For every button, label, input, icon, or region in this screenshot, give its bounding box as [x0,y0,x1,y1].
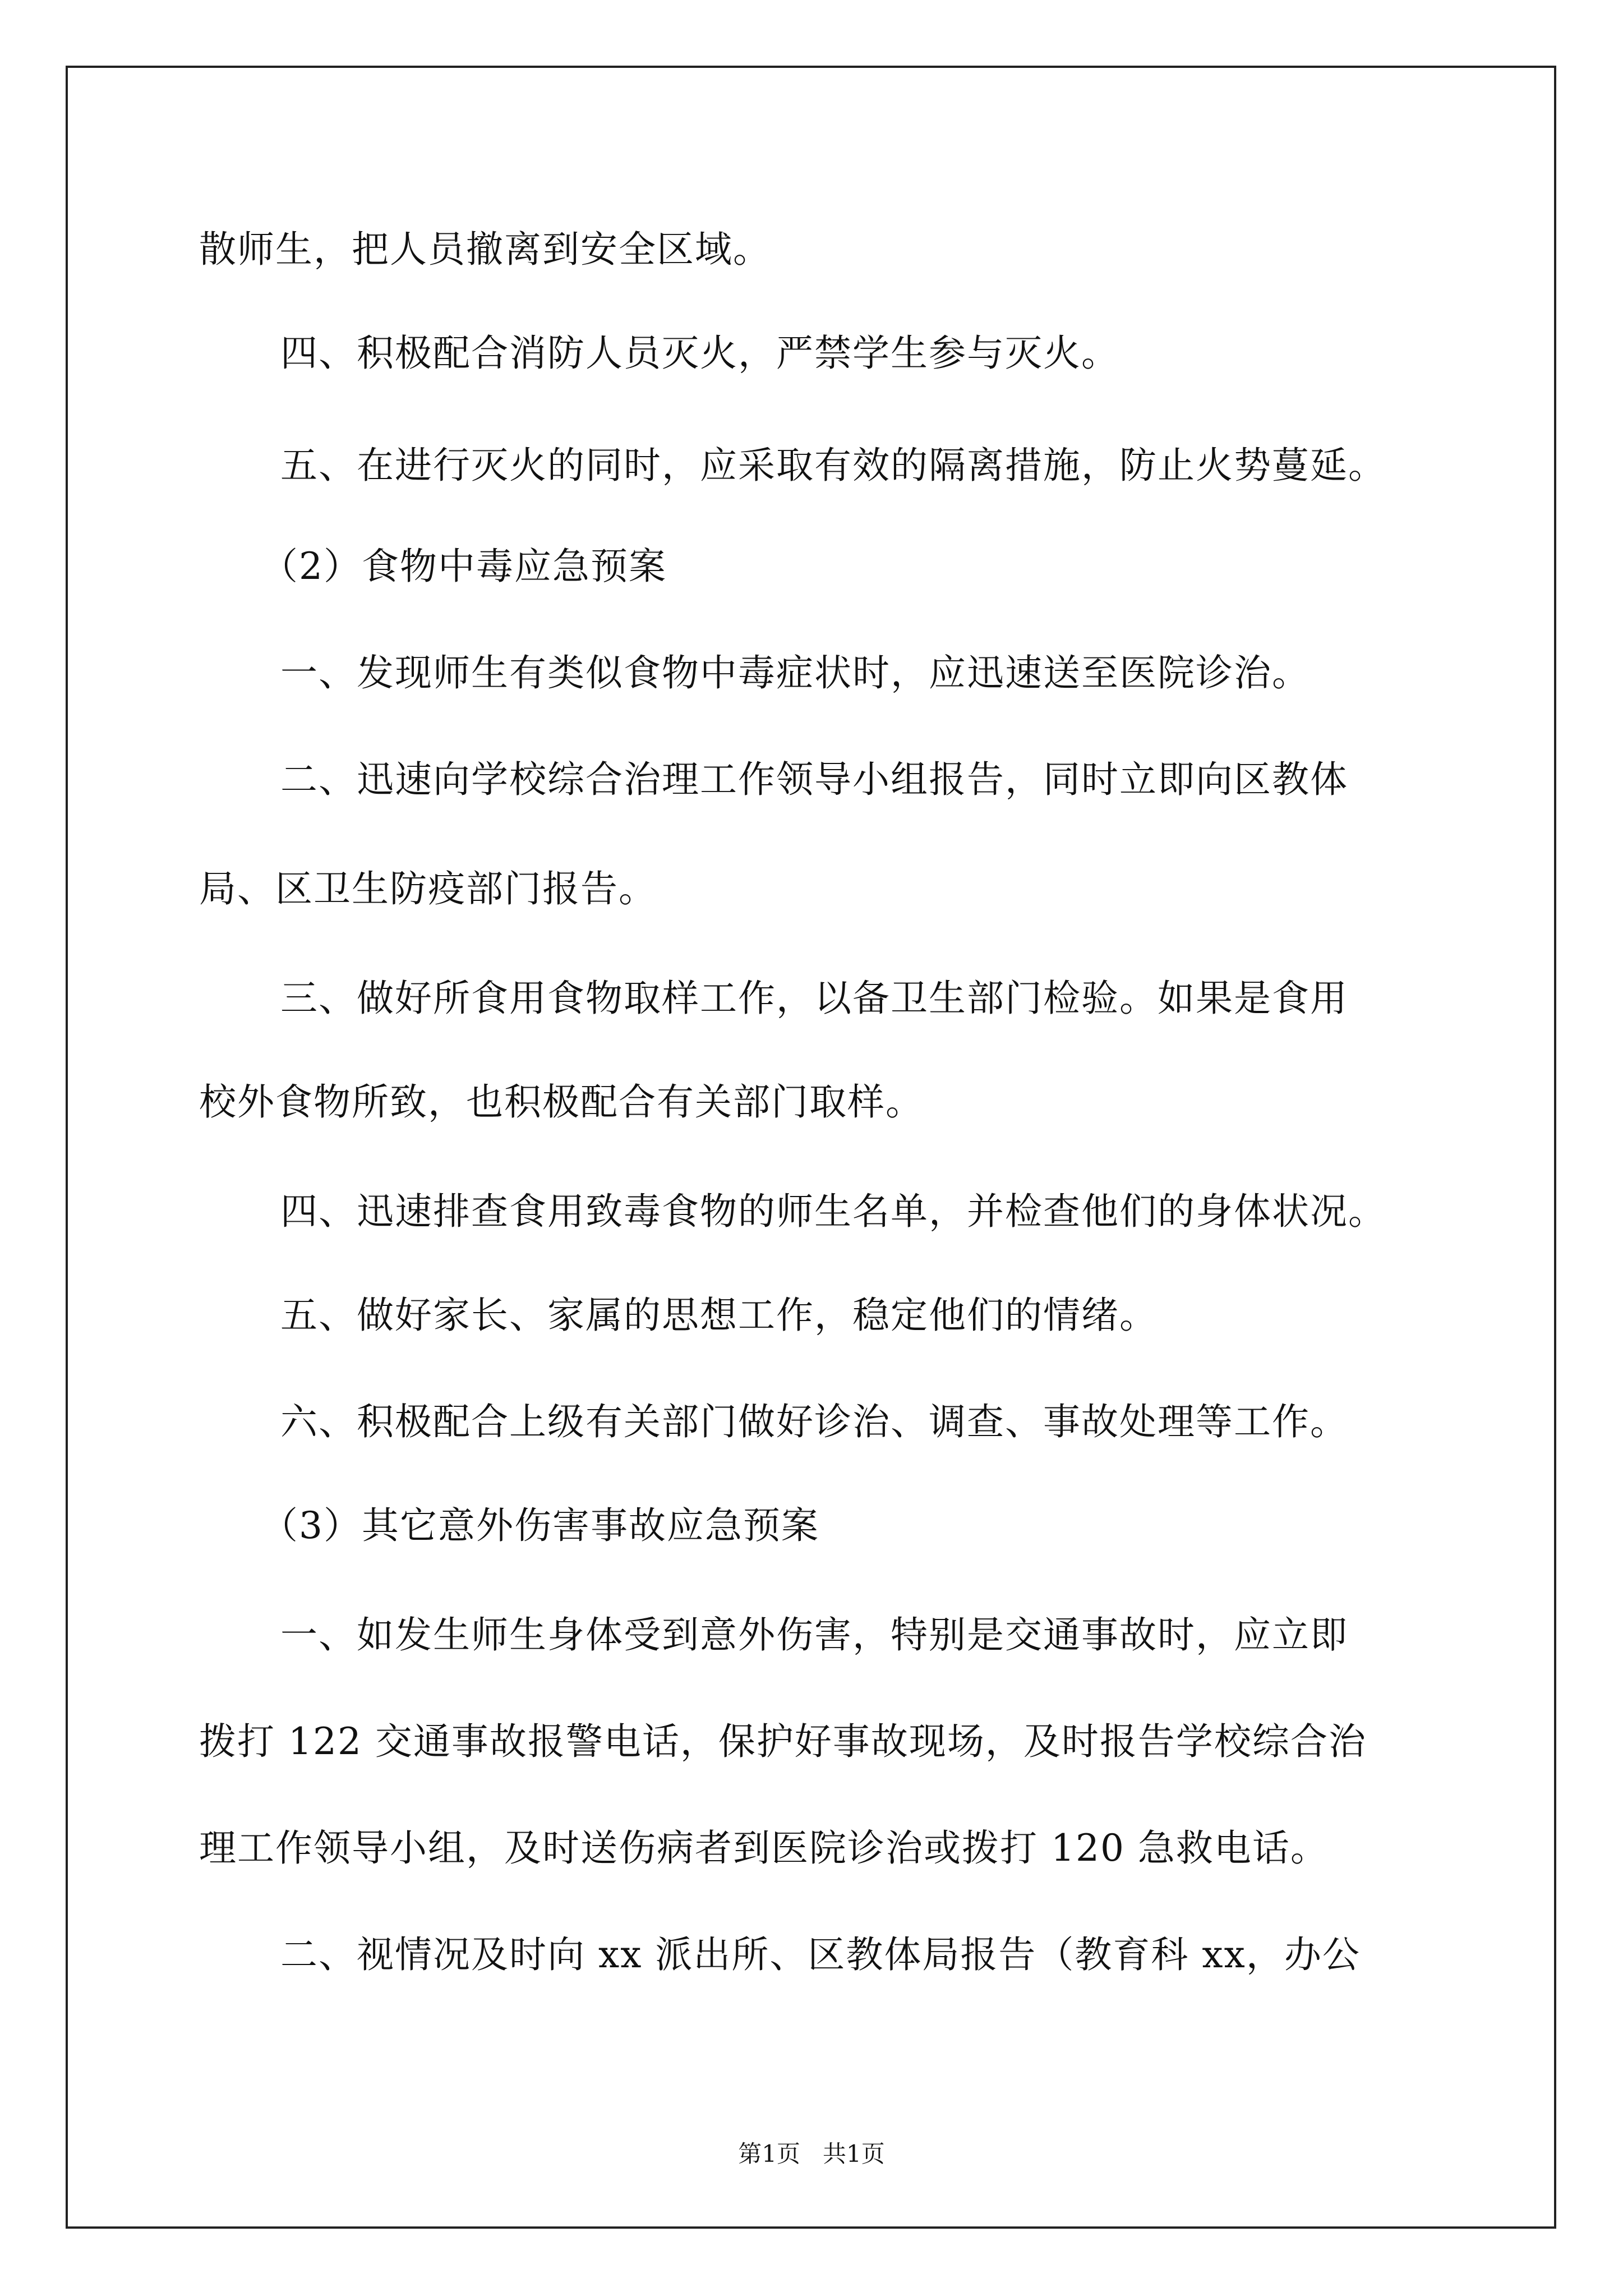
section-heading: （3）其它意外伤害事故应急预案 [261,1504,819,1547]
paragraph-line: 一、如发生师生身体受到意外伤害，特别是交通事故时，应立即 [280,1613,1348,1657]
paragraph-line: 三、做好所食用食物取样工作，以备卫生部门检验。如果是食用 [280,977,1348,1020]
paragraph-line: 校外食物所致，也积极配合有关部门取样。 [199,1080,924,1124]
section-heading: （2）食物中毒应急预案 [261,545,667,588]
page-border [66,66,1556,2229]
paragraph-line: 二、迅速向学校综合治理工作领导小组报告，同时立即向区教体 [280,758,1348,801]
paragraph-line: 局、区卫生防疫部门报告。 [199,867,657,910]
paragraph-line: 四、积极配合消防人员灭火，严禁学生参与灭火。 [280,332,1119,375]
paragraph-line: 二、视情况及时向 xx 派出所、区教体局报告（教育科 xx，办公 [280,1933,1361,1976]
paragraph-line: 五、在进行灭火的同时，应采取有效的隔离措施，防止火势蔓延。 [280,444,1386,487]
paragraph-line: 散师生，把人员撤离到安全区域。 [199,228,771,271]
paragraph-line: 五、做好家长、家属的思想工作，稳定他们的情绪。 [280,1294,1158,1337]
paragraph-line: 拨打 122 交通事故报警电话，保护好事故现场，及时报告学校综合治 [199,1720,1367,1763]
paragraph-line: 一、发现师生有类似食物中毒症状时，应迅速送至医院诊治。 [280,651,1310,694]
paragraph-line: 六、积极配合上级有关部门做好诊治、调查、事故处理等工作。 [280,1400,1348,1443]
paragraph-line: 四、迅速排查食用致毒食物的师生名单，并检查他们的身体状况。 [280,1190,1386,1233]
page-footer: 第1页 共1页 [738,2140,885,2168]
paragraph-line: 理工作领导小组，及时送伤病者到医院诊治或拨打 120 急救电话。 [199,1826,1329,1870]
